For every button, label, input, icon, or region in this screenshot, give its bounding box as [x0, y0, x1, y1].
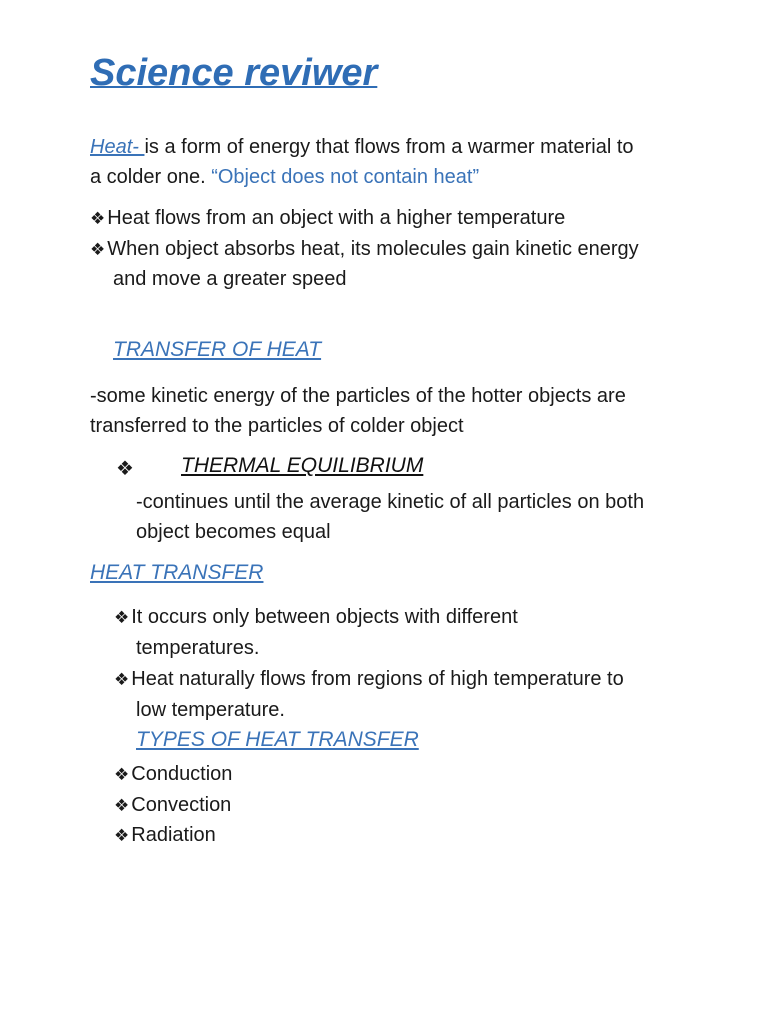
intro-quote: “Object does not contain heat”	[211, 166, 480, 188]
section-heading-heat-transfer: HEAT TRANSFER	[90, 561, 264, 584]
equilibrium-text-line-2: object becomes equal	[136, 521, 331, 543]
list-item: ❖ Heat flows from an object with a higher temperature	[90, 207, 566, 229]
section-heading-thermal-equilibrium: THERMAL EQUILIBRIUM	[181, 454, 424, 477]
section-heading-types-of-heat-transfer: TYPES OF HEAT TRANSFER	[136, 728, 419, 751]
list-item: ❖ Heat naturally flows from regions of high temperature to	[114, 668, 624, 690]
transfer-text-line-1: -some kinetic energy of the particles of the hotter objects are	[90, 385, 626, 407]
diamond-bullet-icon: ❖	[90, 240, 106, 259]
intro-text: is a form of energy that flows from a warmer material to	[144, 136, 634, 158]
list-item: ❖ Radiation	[114, 824, 216, 846]
diamond-bullet-icon: ❖	[114, 796, 130, 815]
intro-line-1	[90, 132, 634, 162]
list-item-continuation: temperatures.	[136, 637, 260, 659]
diamond-bullet-icon: ❖	[114, 608, 130, 627]
intro-text-2: a colder one.	[90, 166, 212, 188]
diamond-bullet-icon: ❖	[114, 670, 130, 689]
page-title: Science reviwer	[90, 52, 378, 94]
heat-term: Heat-	[90, 136, 145, 158]
list-item: ❖ When object absorbs heat, its molecules gain kinetic energy	[90, 238, 639, 260]
diamond-bullet-icon: ❖	[114, 826, 130, 845]
list-item-continuation: and move a greater speed	[113, 268, 347, 290]
list-item: ❖ Convection	[114, 794, 232, 816]
transfer-text-line-2: transferred to the particles of colder object	[90, 415, 464, 437]
diamond-bullet-icon: ❖	[90, 209, 106, 228]
diamond-bullet-icon: ❖	[114, 765, 130, 784]
list-item: ❖ Conduction	[114, 763, 233, 785]
equilibrium-text-line-1: -continues until the average kinetic of all particles on both	[136, 491, 645, 513]
intro-line-2	[90, 162, 479, 192]
list-item-continuation: low temperature.	[136, 699, 285, 721]
section-heading-transfer-of-heat: TRANSFER OF HEAT	[113, 338, 322, 361]
diamond-bullet-icon: ❖	[116, 458, 134, 480]
list-item: ❖ It occurs only between objects with different	[114, 606, 518, 628]
